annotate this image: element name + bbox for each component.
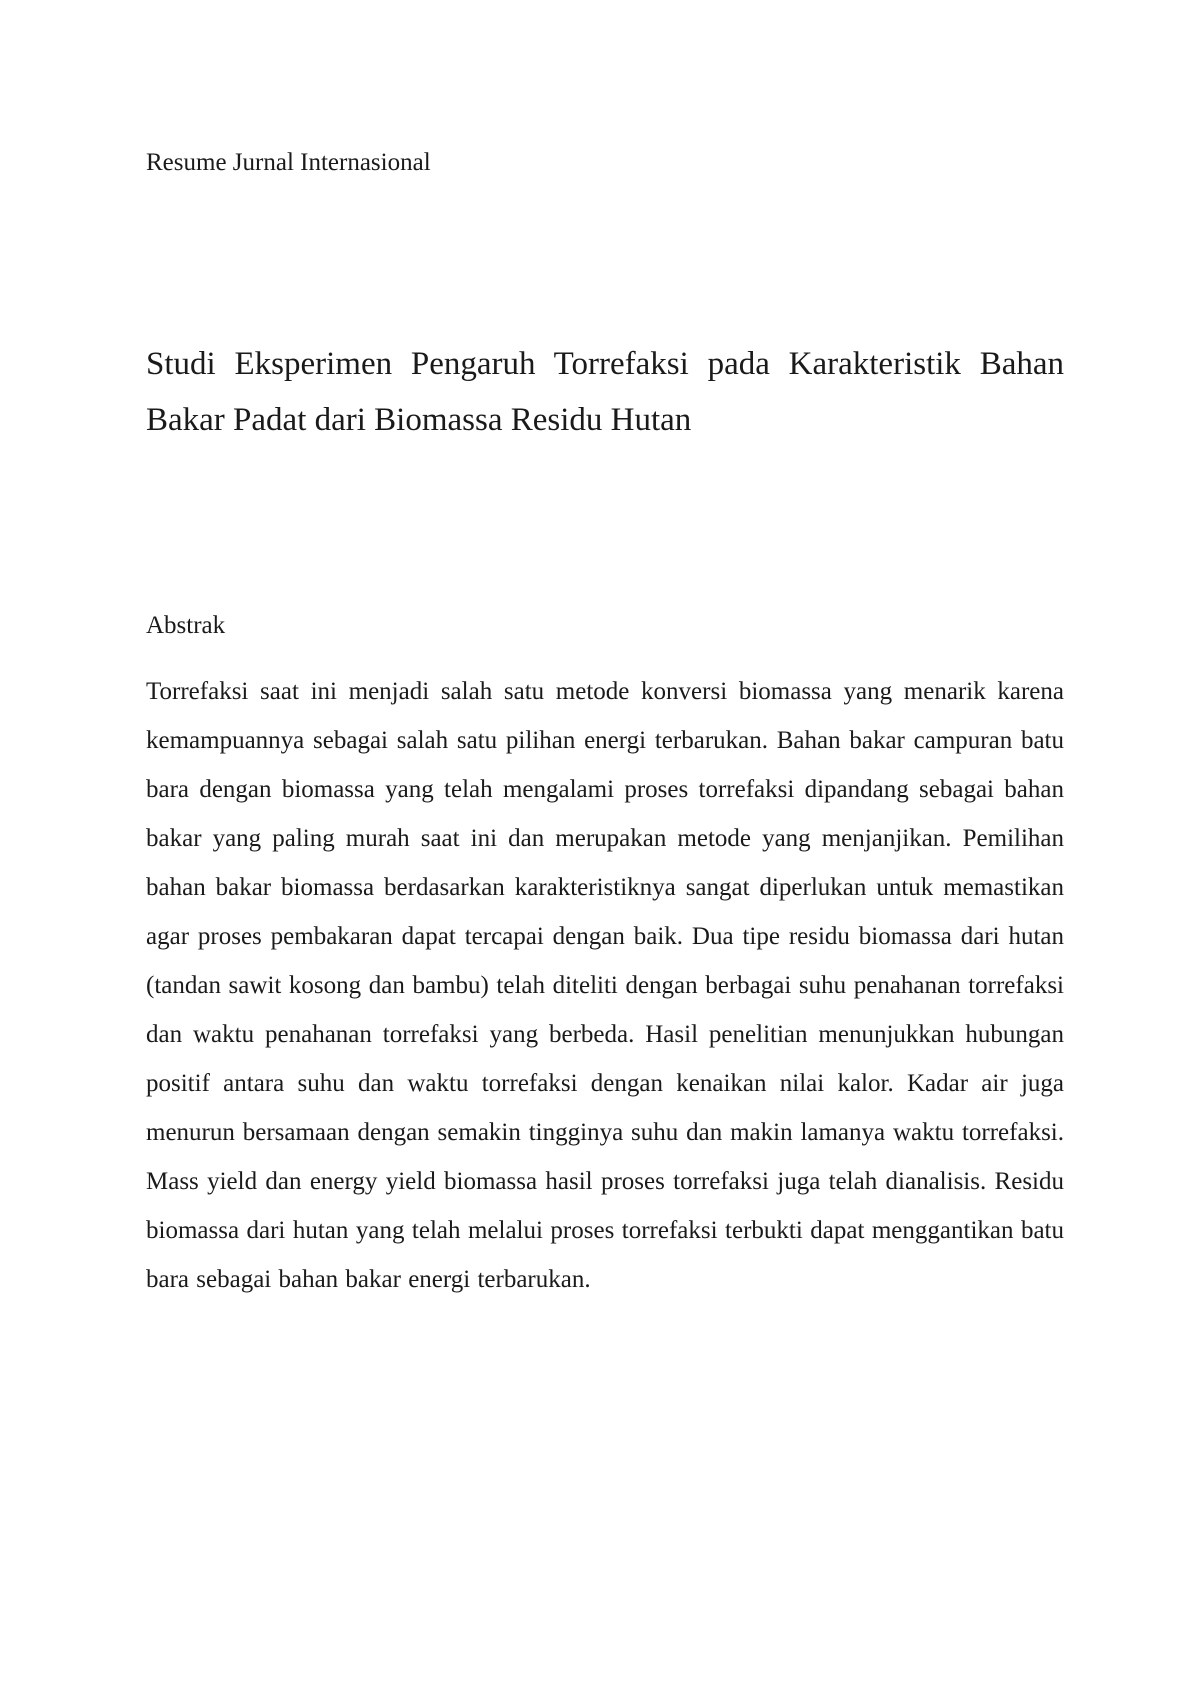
- document-header: Resume Jurnal Internasional: [146, 149, 431, 176]
- abstract-heading: Abstrak: [146, 612, 226, 639]
- document-title: Studi Eksperimen Pengaruh Torrefaksi pada Karakteristik Bahan Bakar Padat dari Biomassa Residu Hutan: [146, 346, 1064, 438]
- abstract-body: Torrefaksi saat ini menjadi salah satu metode konversi biomassa yang menarik karena kemampuannya sebagai salah satu pilihan energi terbarukan. Bahan bakar campuran batu bara dengan biomassa yang telah mengalami proses torrefaksi dipandang sebagai bahan bakar yang paling murah saat ini dan merupakan metode yang menjanjikan. Pemilihan bahan bakar biomassa berdasarkan karakteristiknya sangat diperlukan untuk memastikan agar proses pembakaran dapat tercapai dengan baik. Dua tipe residu biomassa dari hutan (tandan sawit kosong dan bambu) telah diteliti dengan berbagai suhu penahanan torrefaksi dan waktu penahanan torrefaksi yang berbeda. Hasil penelitian menunjukkan hubungan positif antara suhu dan waktu torrefaksi dengan kenaikan nilai kalor. Kadar air juga menurun bersamaan dengan semakin tingginya suhu dan makin lamanya waktu torrefaksi. Mass yield dan energy yield biomassa hasil proses torrefaksi juga telah dianalisis. Residu biomassa dari hutan yang telah melalui proses torrefaksi terbukti dapat menggantikan batu bara sebagai bahan bakar energi terbarukan.: [146, 678, 1064, 1293]
